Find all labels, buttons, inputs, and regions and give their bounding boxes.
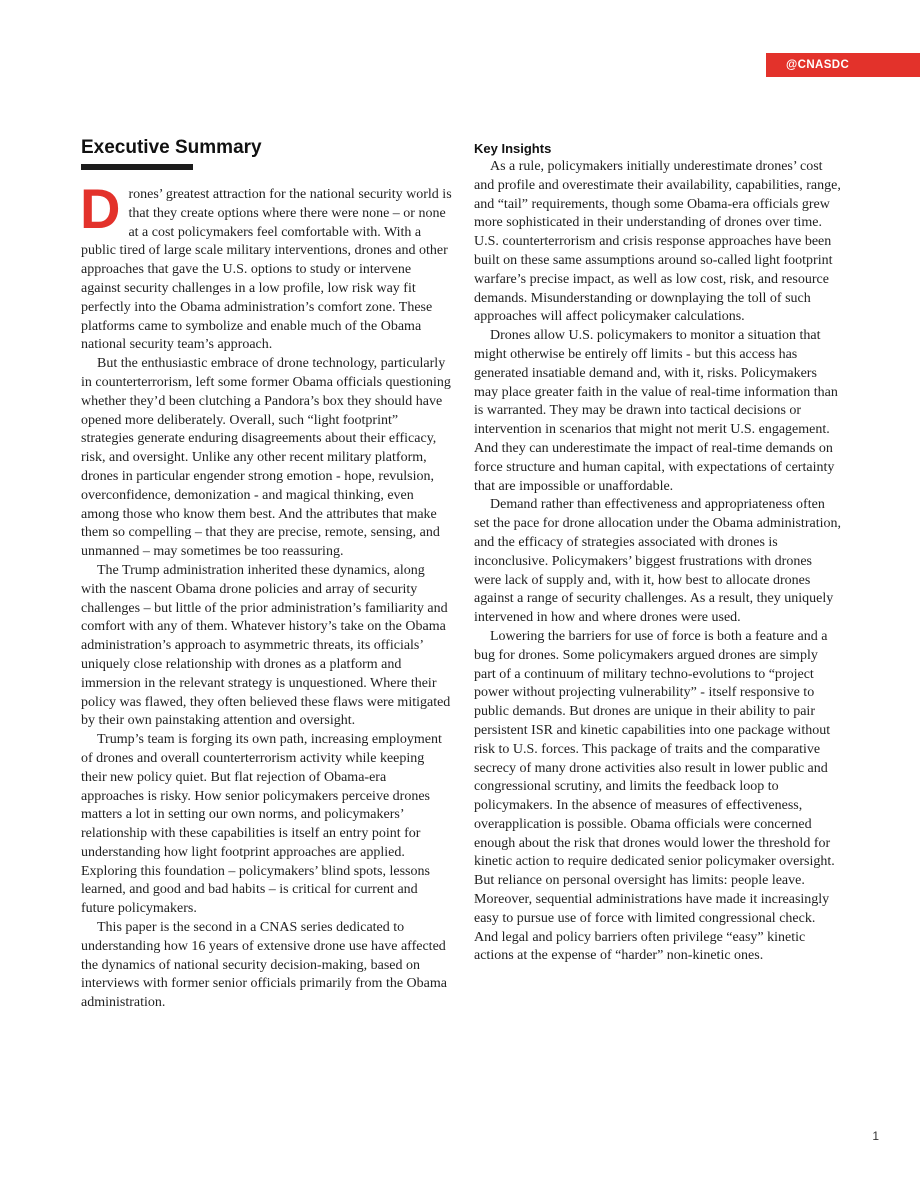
- insight-paragraph: Drones allow U.S. policymakers to monitor a situation that might otherwise be entirely off limits - but this access has generated insatiable demand and, with it, risks. Policymakers may place greater faith in the value of real-time information than is warranted. They may be drawn into tactical decisions or intervention in scenarios that might not merit U.S. engagement. And they can underestimate the impact of real-time demands on force structure and human capital, with expectations of certainty that are impossible or unaffordable.: [474, 328, 838, 494]
- intro-text: rones’ greatest attraction for the national security world is that they create options where there were none – or none at a cost policymakers feel comfortable with. With a public tired of large scale military interventions, drones and other approaches that gave the U.S. options to study or intervene against security challenges in a low profile, low risk way fit perfectly into the Obama administration’s comfort zone. These platforms came to symbolize and enable much of the Obama national security team’s approach.: [81, 187, 452, 353]
- cnas-handle-badge: @CNASDC: [766, 53, 920, 77]
- section-title: Executive Summary: [81, 137, 262, 158]
- insight-paragraph: As a rule, policymakers initially underestimate drones’ cost and profile and overestimate their availability, capabilities, range, and “tail” requirements, though some Obama-era officials grew more sophisticated in their understanding of drones over time. U.S. counterterrorism and crisis response approaches have been built on these same assumptions around so-called light footprint warfare’s precise impact, as well as low cost, risk, and resource demands. Misunderstanding or downplaying the toll of such approaches will affect policymaker calculations.: [474, 159, 841, 325]
- right-column: [474, 136, 841, 966]
- intro-paragraph: [80, 177, 452, 355]
- drop-cap: D: [80, 177, 121, 240]
- summary-paragraph: The Trump administration inherited these dynamics, along with the nascent Obama drone policies and array of security challenges – but little of the prior administration’s familiarity and comfort with any of them. Whatever history’s take on the Obama administration’s approach to asymmetric threats, its officials’ uniquely close relationship with drones as a platform and immersion in the relevant strategy is unquestioned. Where their policy was flawed, they often believed these flaws were mitigated by their own painstaking attention and oversight.: [81, 562, 451, 729]
- summary-paragraph: But the enthusiastic embrace of drone technology, particularly in counterterrorism, left some former Obama officials questioning whether they’d been clutching a Pandora’s box they should have opened more deliberately. Overall, such “light footprint” strategies generate enduring disagreements about their efficacy, risk, and oversight. Unlike any other recent military platform, drones in particular engender strong emotion - hope, revulsion, overconfidence, demonization - and magical thinking, even among those who know them best. And the attributes that make them so compelling – that they are precise, remote, sensing, and unmanned – may sometimes be too reassuring.: [81, 356, 451, 560]
- insight-paragraph: Lowering the barriers for use of force is both a feature and a bug for drones. Some policymakers argued drones are simply part of a continuum of military techno-evolutions to “project power without projecting vulnerability” - itself responsive to public demands. But drones are unique in their ability to pair persistent ISR and kinetic capabilities into one package without risk to U.S. forces. This package of traits and the comparative secrecy of many drone activities also result in lower public and congressional scrutiny, and limits the feedback loop to policymakers. In the absence of measures of effectiveness, overapplication is possible. Obama officials were concerned enough about the risk that drones would lower the threshold for kinetic action to require dedicated senior policymaker oversight. But reliance on personal oversight has limits: people leave. Moreover, sequential administrations have made it increasingly easy to pursue use of force with limited congressional check. And legal and policy barriers often privilege “easy” kinetic actions at the expense of “harder” non-kinetic ones.: [474, 628, 835, 964]
- left-column: [81, 136, 452, 1013]
- page-number: 1: [872, 1129, 879, 1143]
- insight-paragraph: Demand rather than effectiveness and appropriateness often set the pace for drone allocation under the Obama administration, and the efficacy of strategies associated with drones is inconclusive. Policymakers’ biggest frustrations with drones were lack of supply and, with it, how best to allocate drones against a range of security challenges. As a result, they uniquely intervened in how and where drones were used.: [474, 497, 841, 626]
- summary-paragraph: Trump’s team is forging its own path, increasing employment of drones and overall counterterrorism activity while keeping their new policy quiet. But flat rejection of Obama-era approaches is risky. How senior policymakers perceive drones matters a lot in setting our own norms, and policymakers’ relationship with these capabilities is itself an entry point for understanding how light footprint approaches are applied. Exploring this foundation – policymakers’ blind spots, lessons learned, and good and bad habits – is critical for current and future policymakers.: [81, 732, 442, 917]
- executive-summary-body: [80, 177, 452, 1013]
- key-insights-body: [474, 158, 841, 966]
- key-insights-heading: Key Insights: [474, 141, 552, 156]
- summary-paragraph: This paper is the second in a CNAS series dedicated to understanding how 16 years of extensive drone use have affected the dynamics of national security decision-making, based on interviews with former senior officials primarily from the Obama administration.: [81, 920, 447, 1011]
- title-underline: [81, 164, 193, 170]
